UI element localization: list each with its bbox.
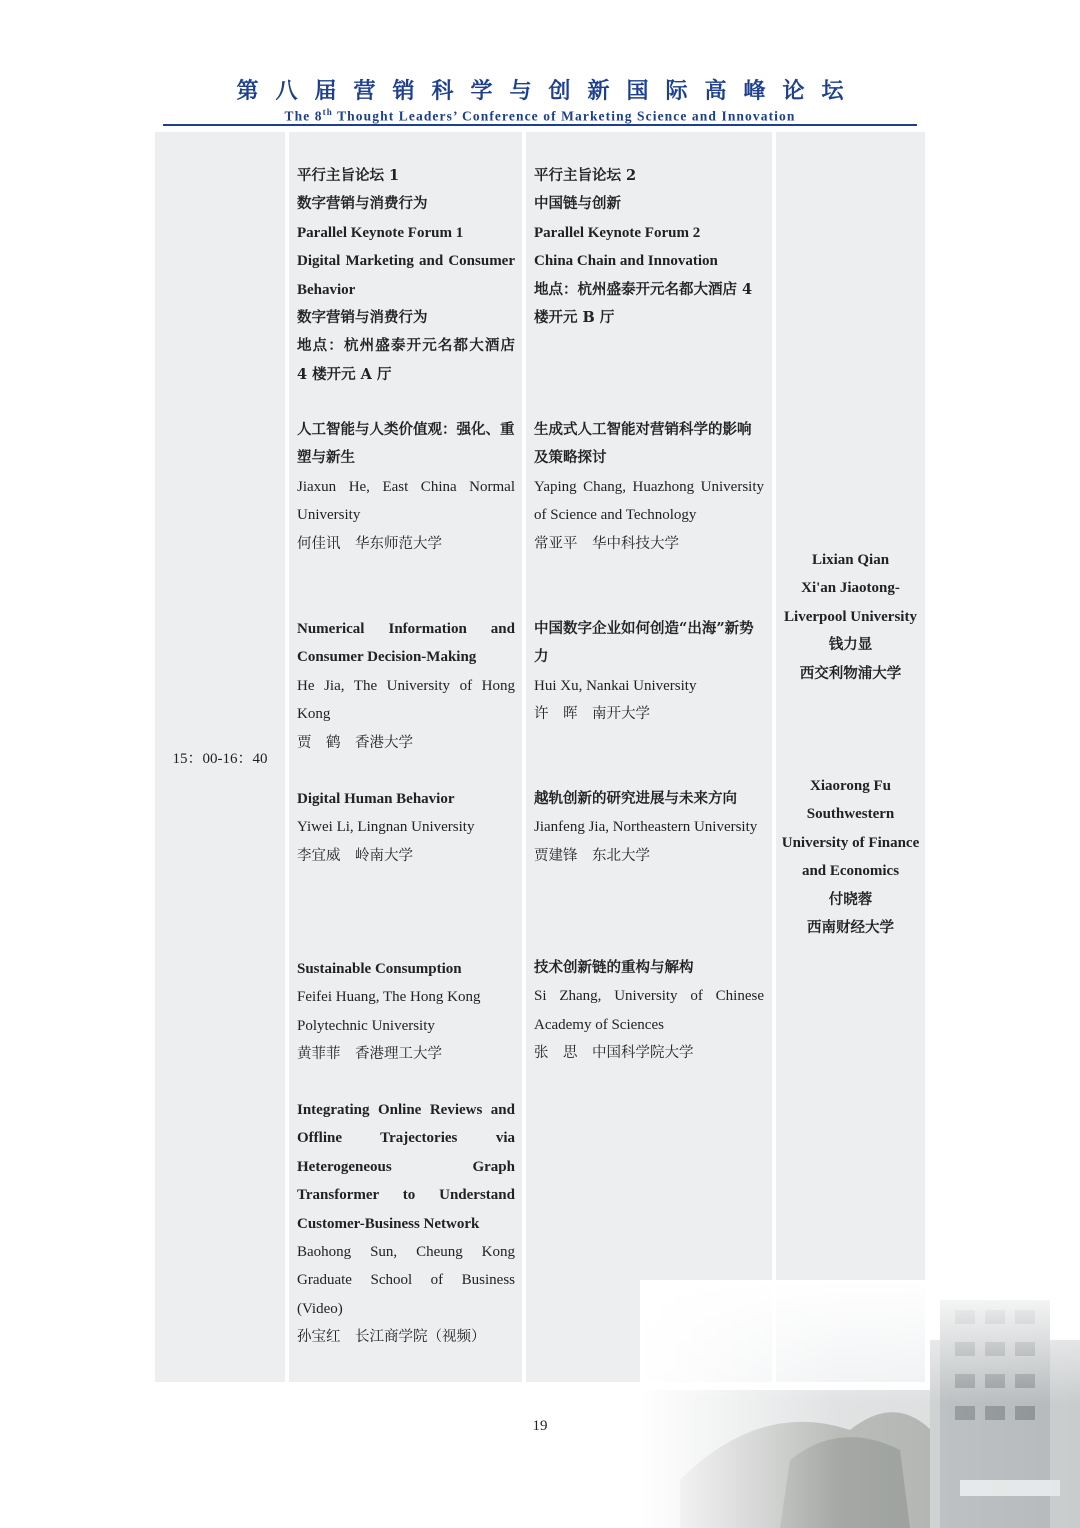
chair-name-zh: 付晓蓉 xyxy=(828,890,873,908)
talk-title: 越轨创新的研究进展与未来方向 xyxy=(534,790,737,807)
talk-speaker: Jianfeng Jia, Northeastern University xyxy=(534,819,758,836)
talk-item xyxy=(534,954,764,1068)
talk-speaker-zh: 许 晖 南开大学 xyxy=(534,706,650,723)
talk-title: Digital Human Behavior xyxy=(297,791,455,807)
chair-name: Lixian Qian xyxy=(811,552,890,568)
talk-item xyxy=(297,416,515,558)
chair-entry xyxy=(776,546,925,688)
forum2-heading-line: 平行主旨论坛 2 xyxy=(534,167,637,184)
talk-speaker: Yaping Chang, Huazhong University of Science and Technology xyxy=(534,478,764,524)
talk-item xyxy=(534,785,764,870)
talk-title: 生成式人工智能对营销科学的影响及策略探讨 xyxy=(534,421,752,467)
talk-speaker-zh: 孙宝红 长江商学院（视频） xyxy=(297,1329,486,1346)
time-slot: 15：00-16：40 xyxy=(172,751,268,767)
page-header xyxy=(0,78,1080,125)
talk-speaker: Hui Xu, Nankai University xyxy=(534,677,697,694)
conference-title-en xyxy=(0,107,1080,125)
forum2-heading-line: 中国链与创新 xyxy=(534,195,621,213)
forum2-heading-line: 地点：杭州盛泰开元名都大酒店 4 楼开元 B 厅 xyxy=(534,280,753,327)
talk-speaker: Feifei Huang, The Hong Kong Polytechnic University xyxy=(297,989,481,1034)
talk-item xyxy=(534,416,764,558)
forum1-heading-line: 地点：杭州盛泰开元名都大酒店 4 楼开元 A 厅 xyxy=(297,337,515,383)
title-en-prefix: The 8 xyxy=(284,108,323,124)
title-en-sup: th xyxy=(322,107,333,117)
talk-speaker: Yiwei Li, Lingnan University xyxy=(297,819,475,836)
forum2-column xyxy=(526,132,772,1382)
chair-affiliation: Southwestern University of Finance and Economics xyxy=(781,806,920,880)
forum1-column xyxy=(289,132,522,1382)
chair-affiliation: Xi'an Jiaotong-Liverpool University xyxy=(784,580,917,625)
forum1-heading-line: Parallel Keynote Forum 1 xyxy=(297,224,464,241)
talk-title: 中国数字企业如何创造“出海”新势力 xyxy=(534,620,754,666)
chair-entry xyxy=(776,772,925,942)
talk-speaker-zh: 何佳讯 华东师范大学 xyxy=(297,535,442,552)
talk-item xyxy=(297,785,515,870)
talk-item xyxy=(297,615,515,757)
talk-item xyxy=(297,1096,515,1352)
talk-item xyxy=(297,955,515,1069)
page-number: 19 xyxy=(532,1418,548,1434)
forum1-heading-line: 数字营销与消费行为 xyxy=(297,195,428,213)
talk-speaker: Baohong Sun, Cheung Kong Graduate School of Business (Video) xyxy=(297,1244,515,1317)
talk-speaker: He Jia, The University of Hong Kong xyxy=(297,677,515,723)
talk-title: 人工智能与人类价值观：强化、重塑与新生 xyxy=(297,421,515,467)
talk-speaker-zh: 贾 鹤 香港大学 xyxy=(297,734,413,751)
schedule-table xyxy=(155,132,925,1382)
forum1-heading-line: 平行主旨论坛 1 xyxy=(297,167,400,184)
chair-affiliation-zh: 西南财经大学 xyxy=(807,919,894,937)
talk-speaker-zh: 黄菲菲 香港理工大学 xyxy=(297,1046,442,1063)
talk-speaker: Si Zhang, University of Chinese Academy of Sciences xyxy=(534,988,764,1033)
talk-speaker-zh: 李宜威 岭南大学 xyxy=(297,847,413,864)
conference-title-zh: 第八届营销科学与创新国际高峰论坛 xyxy=(236,78,861,104)
chair-affiliation-zh: 西交利物浦大学 xyxy=(799,664,902,682)
title-en-suffix: Thought Leaders’ Conference of Marketing Science and Innovation xyxy=(332,108,796,124)
chair-column xyxy=(776,132,925,1382)
forum2-heading xyxy=(534,162,764,332)
talk-title: Numerical Information and Consumer Decision-Making xyxy=(297,621,515,666)
time-column xyxy=(155,132,285,1382)
talk-title: Integrating Online Reviews and Offline Trajectories via Heterogeneous Graph Transformer to Understand Customer-Business Network xyxy=(297,1102,515,1232)
chair-name: Xiaorong Fu xyxy=(810,778,891,794)
forum1-heading-line: 数字营销与消费行为 xyxy=(297,309,428,327)
chair-name-zh: 钱力显 xyxy=(828,636,873,654)
talk-item xyxy=(534,615,764,729)
talk-title: 技术创新链的重构与解构 xyxy=(534,959,694,976)
talk-speaker-zh: 常亚平 华中科技大学 xyxy=(534,535,679,552)
forum1-heading-line: Digital Marketing and Consumer Behavior xyxy=(297,253,515,298)
forum2-heading-line: China Chain and Innovation xyxy=(534,253,718,270)
talk-speaker-zh: 张 思 中国科学院大学 xyxy=(534,1045,694,1062)
forum2-heading-line: Parallel Keynote Forum 2 xyxy=(534,224,701,241)
building-photo-decoration xyxy=(640,1280,1080,1528)
talk-title: Sustainable Consumption xyxy=(297,961,462,977)
header-rule xyxy=(163,124,917,126)
talk-speaker-zh: 贾建锋 东北大学 xyxy=(534,847,650,864)
forum1-heading xyxy=(297,162,515,389)
talk-speaker: Jiaxun He, East China Normal University xyxy=(297,478,515,524)
